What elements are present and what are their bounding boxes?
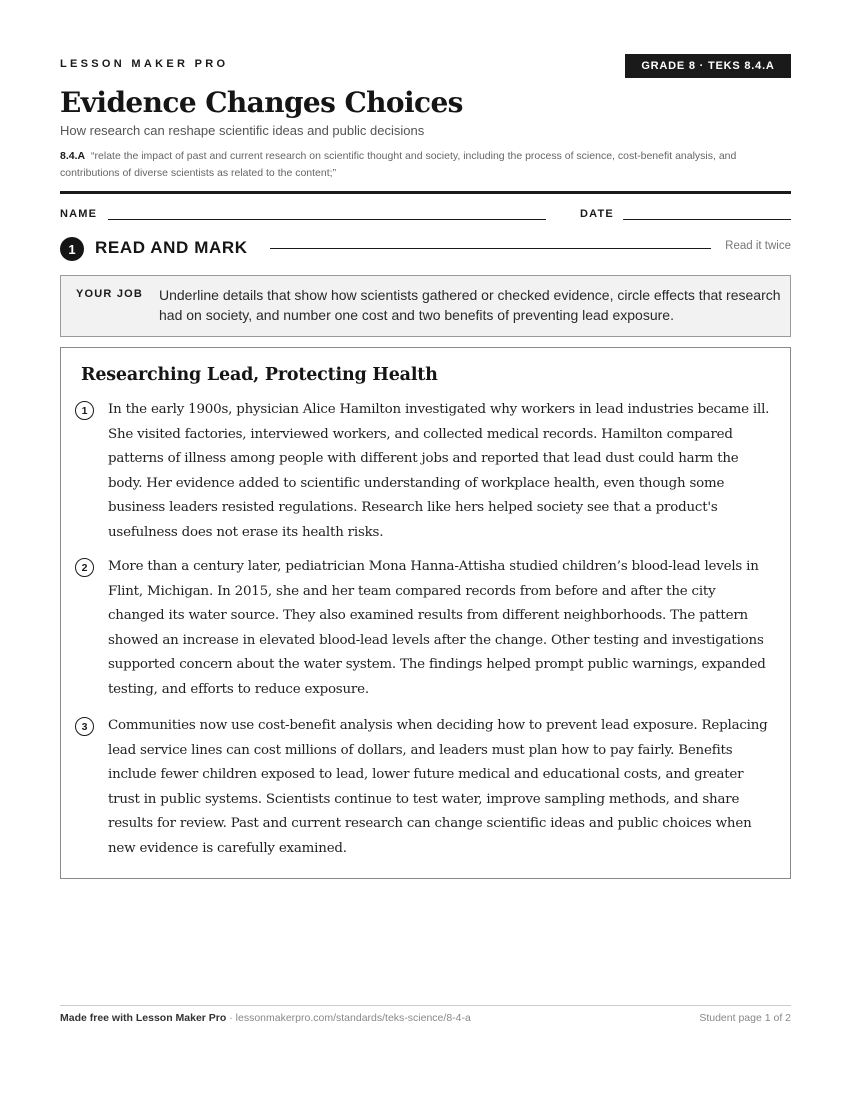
section-number-badge: 1	[60, 237, 84, 261]
date-label: DATE	[580, 208, 614, 220]
your-job-instructions: Underline details that show how scientists gathered or checked evidence, circle effects that research had on society, and number one cost and two benefits of preventing lead exposure.	[159, 287, 781, 323]
paragraph-1	[81, 398, 773, 545]
worksheet-page	[60, 0, 791, 1100]
standard-text: “relate the impact of past and current research on scientific thought and society, including the process of science, cost-benefit analysis, and contributions of diverse scientists as related to the content;”	[60, 150, 737, 179]
page-subtitle: How research can reshape scientific ideas and public decisions	[60, 123, 425, 138]
date-field[interactable]	[623, 219, 791, 220]
section-divider	[270, 248, 711, 249]
paragraph-number-icon: 2	[75, 558, 94, 577]
page-indicator: Student page 1 of 2	[699, 1012, 791, 1024]
your-job-box	[60, 275, 791, 337]
standard-code: 8.4.A	[60, 150, 86, 162]
paragraph-number-icon: 1	[75, 401, 94, 420]
footer-url[interactable]: · lessonmakerpro.com/standards/teks-science/8-4-a	[226, 1012, 471, 1024]
paragraph-number-icon: 3	[75, 717, 94, 736]
name-field[interactable]	[108, 219, 546, 220]
header-divider	[60, 191, 791, 194]
paragraph-2	[81, 555, 773, 702]
standard-statement	[60, 148, 791, 182]
footer-divider	[60, 1005, 791, 1006]
paragraph-text: Communities now use cost-benefit analysis when deciding how to prevent lead exposure. Replacing lead service lines can cost millions of dollars, and leaders must plan how to pay fairly. Benefits include fewer children exposed to lead, lower future medical and educational costs, and greater trust in public systems. Scientists continue to test water, improve sampling methods, and share results for review. Past and current research can change scientific ideas and public choices when new evidence is carefully examined.	[108, 718, 768, 856]
name-label: NAME	[60, 208, 98, 220]
paragraph-text: More than a century later, pediatrician Mona Hanna-Attisha studied children’s blood-lead levels in Flint, Michigan. In 2015, she and her team compared records from before and after the city changed its water source. They also examined results from different neighborhoods. The pattern showed an increase in elevated blood-lead levels after the change. Other testing and investigations supported concern about the water system. The findings helped prompt public warnings, expanded testing, and efforts to reduce exposure.	[108, 559, 766, 697]
section-note: Read it twice	[725, 240, 791, 252]
paragraph-text: In the early 1900s, physician Alice Hamilton investigated why workers in lead industries became ill. She visited factories, interviewed workers, and collected medical records. Hamilton compared patterns of illness among people with different jobs and reported that lead dust could harm the body. Her evidence added to scientific understanding of workplace health, even though some business leaders resisted regulations. Research like hers helped society see that a product's usefulness does not erase its health risks.	[108, 402, 770, 540]
footer-credit	[60, 1012, 471, 1024]
page-title: Evidence Changes Choices	[60, 86, 463, 119]
section-title: READ AND MARK	[95, 238, 248, 257]
passage-title: Researching Lead, Protecting Health	[81, 365, 438, 385]
your-job-label: YOUR JOB	[76, 288, 144, 300]
reading-passage	[60, 347, 791, 879]
paragraph-3	[81, 714, 773, 861]
grade-badge: GRADE 8 · TEKS 8.4.A	[625, 54, 791, 78]
footer-made-with: Made free with Lesson Maker Pro	[60, 1012, 227, 1024]
brand-name: LESSON MAKER PRO	[60, 58, 229, 70]
